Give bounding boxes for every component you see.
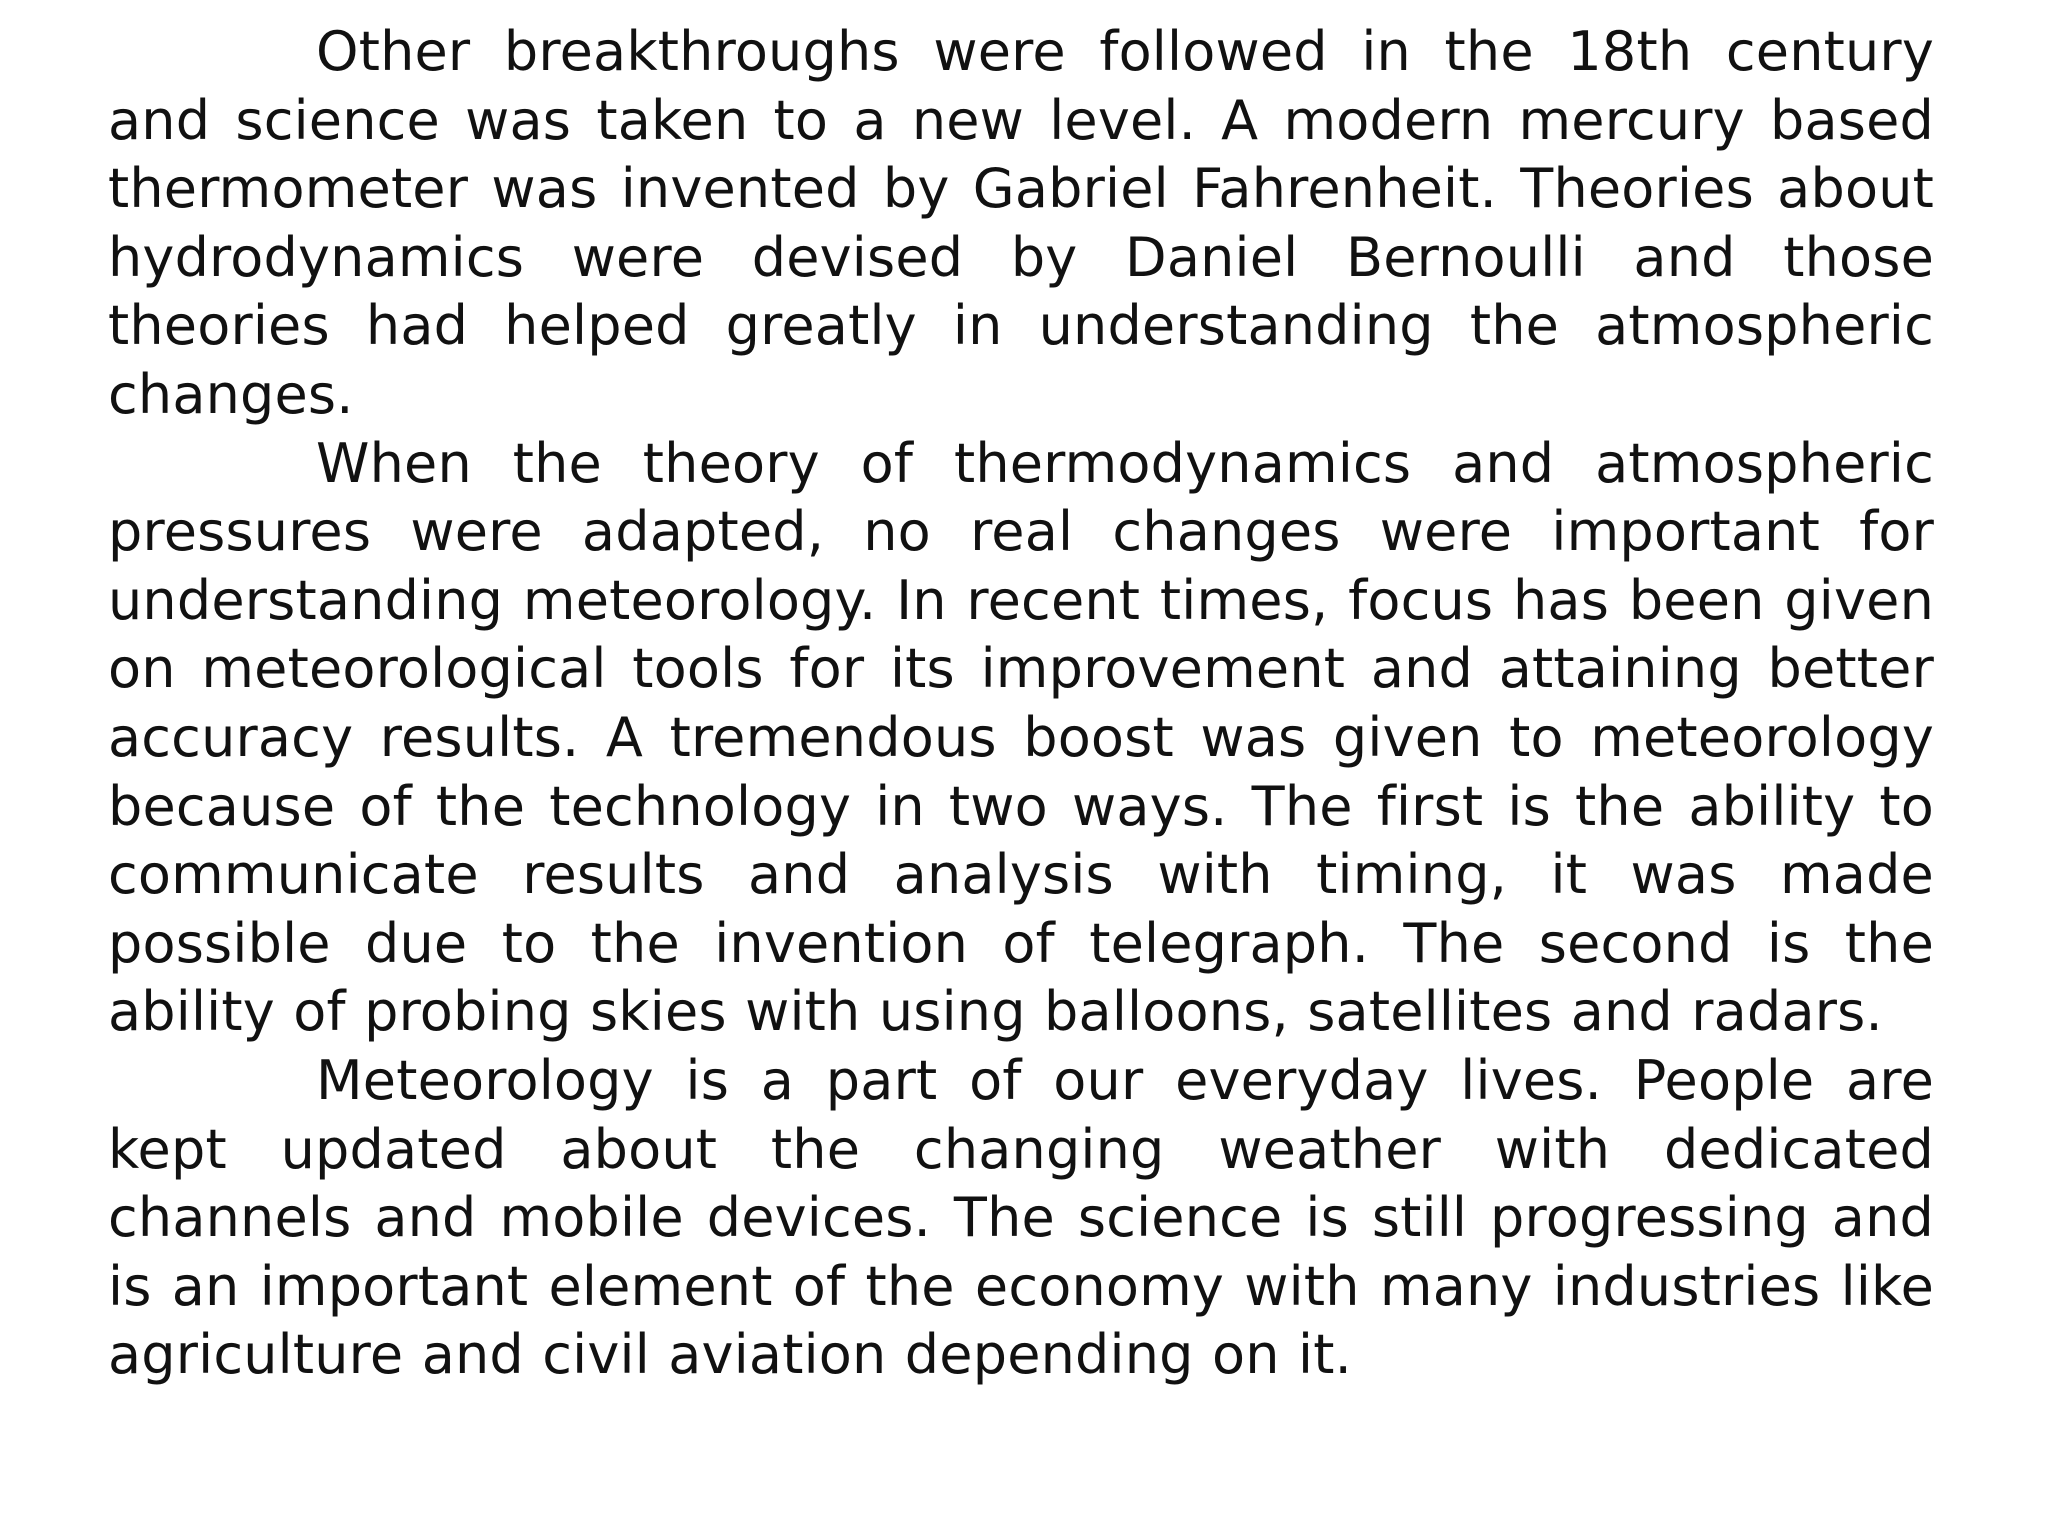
paragraph-history-18th-century: Other breakthroughs were followed in the 18th century and science was taken to a new level. A modern mercury based thermometer was invented by Gabriel Fahrenheit. Theories about hydrodynamics were devised by Daniel Bernoulli and those theories had helped greatly in understanding the atmospheric changes. <box>108 20 1934 426</box>
document-body <box>108 18 1934 1390</box>
paragraph-thermodynamics-technology: When the theory of thermodynamics and atmospheric pressures were adapted, no real changes were important for understanding meteorology. In recent times, focus has been given on meteorological tools for its improvement and attaining better accuracy results. A tremendous boost was given to meteorology because of the technology in two ways. The first is the ability to communicate results and analysis with timing, it was made possible due to the invention of telegraph. The second is the ability of probing skies with using balloons, satellites and radars. <box>108 431 1934 1044</box>
paragraph-everyday-meteorology: Meteorology is a part of our everyday lives. People are kept updated about the changing weather with dedicated channels and mobile devices. The science is still progressing and is an important element of the economy with many industries like agriculture and civil aviation depending on it. <box>108 1048 1934 1387</box>
